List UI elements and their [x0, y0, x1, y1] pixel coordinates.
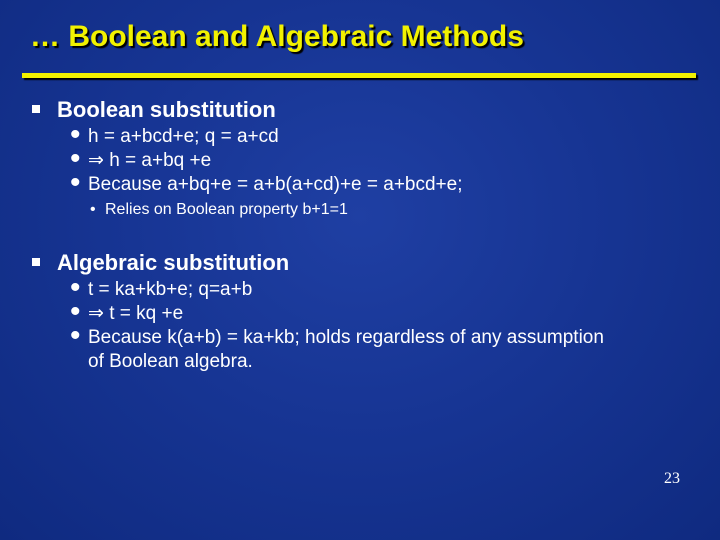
- sub-list-item-text: Relies on Boolean property b+1=1: [105, 201, 348, 218]
- bullet-dot-icon: •: [70, 166, 81, 199]
- list-item: [70, 319, 604, 374]
- section-heading: [32, 97, 463, 123]
- section-heading-text: Boolean substitution: [57, 97, 276, 122]
- list-item: [70, 295, 604, 328]
- list-item-text: Because k(a+b) = ka+kb; holds regardless of any assumption: [88, 327, 604, 348]
- list-item-text: ⇒ h = a+bq +e: [88, 150, 212, 171]
- small-bullet-icon: •: [90, 201, 96, 218]
- bullet-dot-icon: •: [70, 295, 81, 328]
- list-item: [70, 118, 463, 151]
- bullet-list: [70, 118, 463, 221]
- list-item-continuation: of Boolean algebra.: [88, 351, 253, 372]
- square-bullet-icon: [32, 105, 40, 113]
- bullet-dot-icon: •: [70, 271, 81, 304]
- page-number: 23: [664, 470, 680, 487]
- bullet-dot-icon: •: [70, 142, 81, 175]
- list-item: [70, 142, 463, 175]
- list-item-text: h = a+bcd+e; q = a+cd: [88, 126, 279, 147]
- bullet-dot-icon: •: [70, 118, 81, 151]
- bullet-dot-icon: •: [70, 319, 81, 352]
- section-algebraic-substitution: [32, 250, 604, 374]
- square-bullet-icon: [32, 258, 40, 266]
- list-item-text: Because a+bq+e = a+b(a+cd)+e = a+bcd+e;: [88, 174, 463, 195]
- list-item: [70, 271, 604, 304]
- bullet-list: [70, 271, 604, 374]
- sub-list-item: [90, 199, 463, 221]
- title-underline: [22, 73, 696, 78]
- section-heading: [32, 250, 604, 276]
- slide-title: … Boolean and Algebraic Methods: [30, 20, 524, 53]
- list-item: [70, 166, 463, 199]
- list-item-text: t = ka+kb+e; q=a+b: [88, 279, 253, 300]
- section-heading-text: Algebraic substitution: [57, 250, 290, 275]
- list-item-text: ⇒ t = kq +e: [88, 303, 184, 324]
- section-boolean-substitution: [32, 97, 463, 221]
